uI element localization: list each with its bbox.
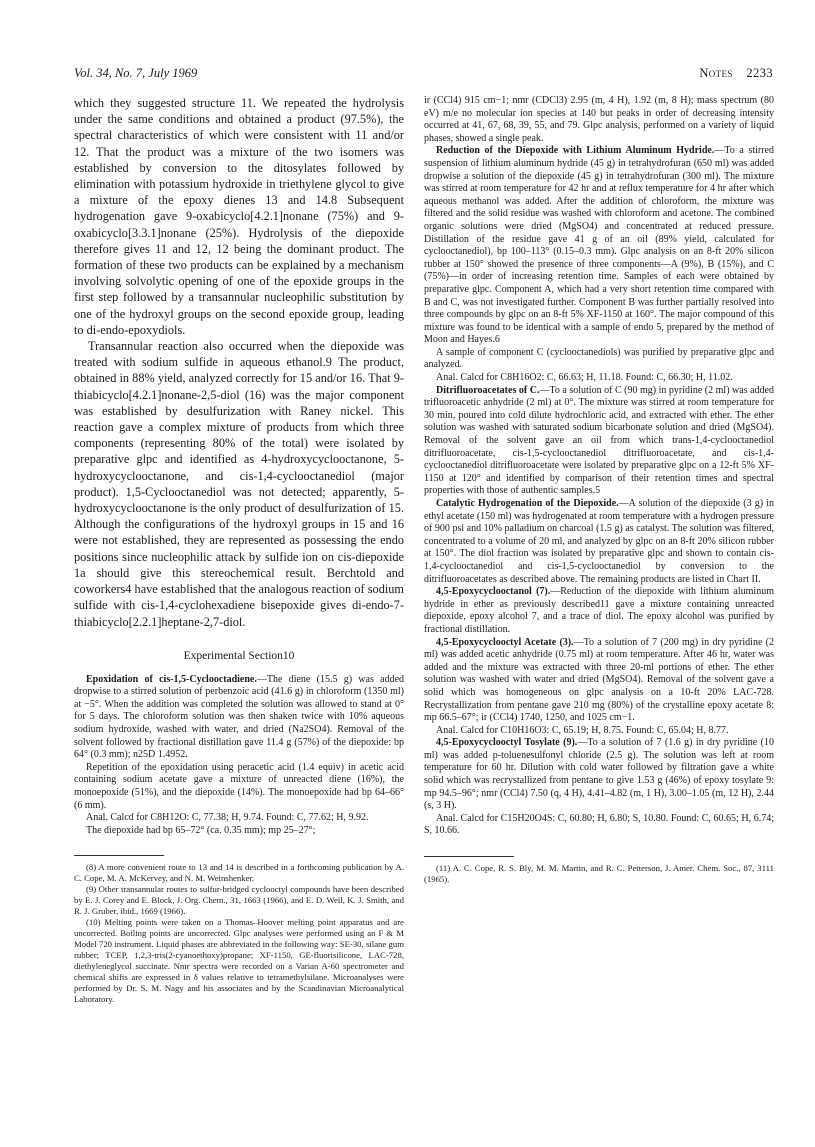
footnotes (424, 863, 774, 885)
experimental-paragraph: 4,5-Epoxycyclooctanol (7).—Reduction of the diepoxide with lithium aluminum hydride in ether as previously described11 gave a mixture containing unreacted diepoxide, epoxy alcohol 7, and a trace of diol. The epoxy alcohol was purified by fractional distillation. (424, 586, 774, 635)
footnote: (11) A. C. Cope, R. S. Bly, M. M. Martin, and R. C. Petterson, J. Amer. Chem. Soc., 87, 3111 (1965). (424, 863, 774, 885)
analysis-line: Anal. Calcd for C8H12O: C, 77.38; H, 9.74. Found: C, 77.62; H, 9.92. (86, 812, 369, 824)
footnotes (74, 862, 404, 1005)
right-column (424, 95, 774, 885)
run-in-heading: 4,5-Epoxycyclooctyl Acetate (3). (436, 636, 574, 648)
run-in-heading: Epoxidation of cis-1,5-Cyclooctadiene. (86, 673, 257, 685)
experimental-paragraph: Ditrifluoroacetates of C.—To a solution of C (90 mg) in pyridine (2 ml) was added trifluoroacetic anhydride (2 ml) at 0°. The mixture was stirred at room temperature for 30 min, poured into cold dilute hydrochloric acid, and extracted with ether. The ether solution was washed with saturated sodium bicarbonate solution and dried (MgSO4). Removal of the solvent gave an oil from which trans-1,4-cyclooctanediol ditrifluoroacetate, cis-1,5-cyclooctanediol ditrifluoroacetate, and cis-1,4-cyclooctanediol ditrifluoroacetate were isolated by preparative glpc on a 12-ft 5% XF-1150 at 120° and identified by comparison of their retention times and spectral properties with those of authentic samples.5 (424, 384, 774, 497)
section-name: Notes (699, 66, 733, 80)
footnote: (9) Other transannular routes to sulfur-bridged cyclooctyl compounds have been described by E. J. Corey and E. Block, J. Org. Chem., 31, 1663 (1966), and E. D. Weil, K. J. Smith, and R. J. Gruber, ibid., 1669 (1966). (74, 884, 404, 917)
footnote-rule (424, 856, 514, 857)
running-header-volume: Vol. 34, No. 7, July 1969 (74, 66, 198, 80)
footnote: (8) A more convenient route to 13 and 14 is described in a forthcoming publication by A. C. Cope, M. A. McKervey, and N. M. Weinshenker. (74, 862, 404, 884)
experimental-paragraph: 4,5-Epoxycyclooctyl Acetate (3).—To a solution of 7 (200 mg) in dry pyridine (2 ml) was added acetic anhydride (0.75 ml) at room temperature. After 46 hr, water was added and the mixture was extracted with three 20-ml portions of ether. The ether solution was washed with water and dried (MgSO4). Removal of the solvent gave a solid which was homogeneous on glpc analysis on a 10-ft 20% LAC-728. Recrystallization from pentane gave 210 mg (80%) of the crystalline epoxy acetate 8: mp 66.5–67°; ir (CCl4) 1740, 1250, and 1025 cm−1. (424, 636, 774, 724)
body-paragraph: which they suggested structure 11. We repeated the hydrolysis under the same conditions and obtained a product (97.5%), the spectral characteristics of which were consistent with 11 and/or 12. That the product was a mixture of the two isomers was established by conversion to the ditosylates followed by elimination with potassium hydroxide in triethylene glycol to give a mixture of the epoxy dienes 13 and 14.8 Subsequent hydrogenation gave 9-oxabicyclo[4.2.1]nonane (75%) and 9-oxabicyclo[3.3.1]nonane (25%). Hydrolysis of the diepoxide therefore gives 11 and 12, 12 being the dominant product. The formation of these two products can be explained by a mechanism involving solvolytic opening of one of the epoxide groups in the first step followed by a transannular nucleophilic substitution by one of the hydroxyl groups on the second epoxide group, leading to di-endo-epoxydiols. (74, 96, 404, 337)
analysis-line: Anal. Calcd for C8H16O2: C, 66.63; H, 11.18. Found: C, 66.30; H, 11.02. (436, 372, 733, 384)
page-number: 2233 (746, 66, 773, 80)
experimental-paragraph: Reduction of the Diepoxide with Lithium Aluminum Hydride.—To a stirred suspension of lithium aluminum hydride (45 g) in tetrahydrofuran (650 ml) was added dropwise a solution of the diepoxide (45 g) in tetrahydrofuran (300 ml). The mixture was stirred at room temperature for 42 hr and at reflux temperature for 4 hr after which aqueous methanol was added. After the addition of chloroform, the mixture was filtered and the solid residue was washed with chloroform and acetone. The combined organic solutions were dried (MgSO4) and concentrated at reduced pressure. Distillation of the residue gave 41 g of an oil (89% yield, calculated for cyclooctanediol), bp 100–113° (0.15–0.3 mm). Glpc analysis on an 8-ft 20% silicon rubber at 150° showed the presence of three components—A (9%), B (15%), and C (75%)—in order of increasing retention time. Samples of each were obtained by preparative glpc. Component A, which had a very short retention time compared with B and C, was not investigated further. Component B was further partially resolved into three compounds by glpc on an 8-ft 5% XF-1150 at 160°. The major compound of this mixture was found to be identical with a sample of endo 5, prepared by the method of Moon and Hayes.6 (424, 145, 774, 346)
section-title: Experimental Section10 (183, 649, 295, 662)
analysis-line: Anal. Calcd for C15H20O4S: C, 60.80; H, 6.80; S, 10.80. Found: C, 60.65; H, 6.74; S, 10.66. (424, 812, 774, 837)
experimental-paragraph: Repetition of the epoxidation using peracetic acid (1.4 equiv) in acetic acid containing sodium acetate gave a mixture of unreacted diene (16%), the monoepoxide (51%), and the diepoxide (14%). The monoepoxide had bp 64–66° (6 mm). (74, 761, 404, 811)
body-paragraph: Transannular reaction also occurred when the diepoxide was treated with sodium sulfide in aqueous ethanol.9 The product, obtained in 88% yield, analyzed correctly for 15 and/or 16. That 9-thiabicyclo[4.2.1]nonane-2,5-diol (16) was the major component was established by desulfurization with Raney nickel. This reaction gave a complex mixture of products from which three components (representing 80% of the total) were isolated by preparative glpc and identified as 4-hydroxycyclooctanone, 5-hydroxycyclooctanone, and cis-1,4-cyclooctanediol (major product). 1,5-Cyclooctanediol was not detected; apparently, 5-hydroxycyclooctanone is the only product of desulfurization of 15. Although the configurations of the hydroxyl groups in 15 and 16 were not established, they are represented as possessing the endo positions since nucleophilic attack by sulfide ion on cis-diepoxide 1a should give this stereochemical result. Berchtold and coworkers4 have established that the analogous reaction of sodium sulfide with cis-1,4-cyclohexadiene bisepoxide gives di-endo-7-thiabicyclo[2.2.1]heptane-2,7-diol. (74, 339, 404, 629)
run-in-heading: Ditrifluoroacetates of C. (436, 384, 540, 396)
running-header-right (699, 66, 773, 81)
left-column (74, 95, 404, 1005)
experimental-paragraph: A sample of component C (cyclooctanediols) was purified by preparative glpc and analyzed. (424, 346, 774, 371)
run-in-heading: 4,5-Epoxycyclooctanol (7). (436, 586, 551, 598)
experimental-paragraph: 4,5-Epoxycyclooctyl Tosylate (9).—To a solution of 7 (1.6 g) in dry pyridine (10 ml) was added p-toluenesulfonyl chloride (2.5 g). The solution was left at room temperature for 60 hr. Dilution with cold water followed by filtration gave a white solid which was recrystallized from pentane to give 1.53 g (46%) of epoxy tosylate 9: mp 94.5–96°; nmr (CCl4) 7.50 (q, 4 H), 4.41–4.82 (m, 1 H), 3.00–1.05 (m, 12 H), 2.44 (s, 3 H). (424, 737, 774, 812)
experimental-paragraph: ir (CCl4) 915 cm−1; nmr (CDCl3) 2.95 (m, 4 H), 1.92 (m, 8 H); mass spectrum (80 eV) m/e no molecular ion species at 140 but peaks in order of decreasing intensity occurred at 41, 67, 68, 39, 55, and 79. Glpc analysis, performed on a variety of liquid phases, showed a single peak. (424, 95, 774, 144)
experimental-paragraph: Epoxidation of cis-1,5-Cyclooctadiene.—The diene (15.5 g) was added dropwise to a stirred solution of perbenzoic acid (41.6 g) in chloroform (1350 ml) at −5°. When the addition was completed the solution was allowed to stand at 0° for 5 days. The chloroform solution was then shaken twice with 10% aqueous sodium hydroxide, washed with water, and dried (Na2SO4). Removal of the solvent followed by fractional distillation gave 11.4 g (57%) of the diepoxide: bp 64° (0.3 mm); n25D 1.4952. (74, 673, 404, 761)
run-in-heading: Catalytic Hydrogenation of the Diepoxide. (436, 498, 619, 509)
experimental-paragraph: Catalytic Hydrogenation of the Diepoxide.—A solution of the diepoxide (3 g) in ethyl acetate (150 ml) was hydrogenated at room temperature with a hydrogen pressure of 900 psi and 10% palladium on charcoal (1.5 g) as catalyst. The solution was filtered, concentrated to a volume of 20 ml, and analyzed by glpc on an 8-ft 20% silicon rubber at 150°. The diol fraction was isolated by preparative glpc and shown to contain cis-1,4-cyclooctanediol and cis-1,5-cyclooctanediol by conversion to the ditrifluoroacetates as described above. The remaining products are listed in Chart II. (424, 498, 774, 585)
footnote: (10) Melting points were taken on a Thomas–Hoover melting point apparatus and are uncorrected. Boiling points are uncorrected. Glpc analyses were performed using an F & M Model 720 instrument. Liquid phases are abbreviated in the following way: SE-30, silane gum rubber; TCEP, 1,2,3-tris(2-cyanoethoxy)propane; XF-1150, GE-fluorisilicone, LAC-728, diethyleneglycol succinate. Nmr spectra were recorded on a Varian A-60 spectrometer and chemical shifts are expressed in δ values relative to tetramethylsilane. Microanalyses were performed by Dr. S. M. Nagy and his associates and by the Scandinavian Microanalytical Laboratory. (74, 917, 404, 1005)
analysis-line: Anal. Calcd for C10H16O3: C, 65.19; H, 8.75. Found: C, 65.04; H, 8.77. (436, 724, 729, 736)
run-in-heading: Reduction of the Diepoxide with Lithium Aluminum Hydride. (436, 145, 715, 157)
footnote-rule (74, 855, 164, 856)
experimental-paragraph: The diepoxide had bp 65–72° (ca. 0.35 mm); mp 25–27°; (86, 824, 316, 836)
run-in-heading: 4,5-Epoxycyclooctyl Tosylate (9). (436, 737, 578, 749)
